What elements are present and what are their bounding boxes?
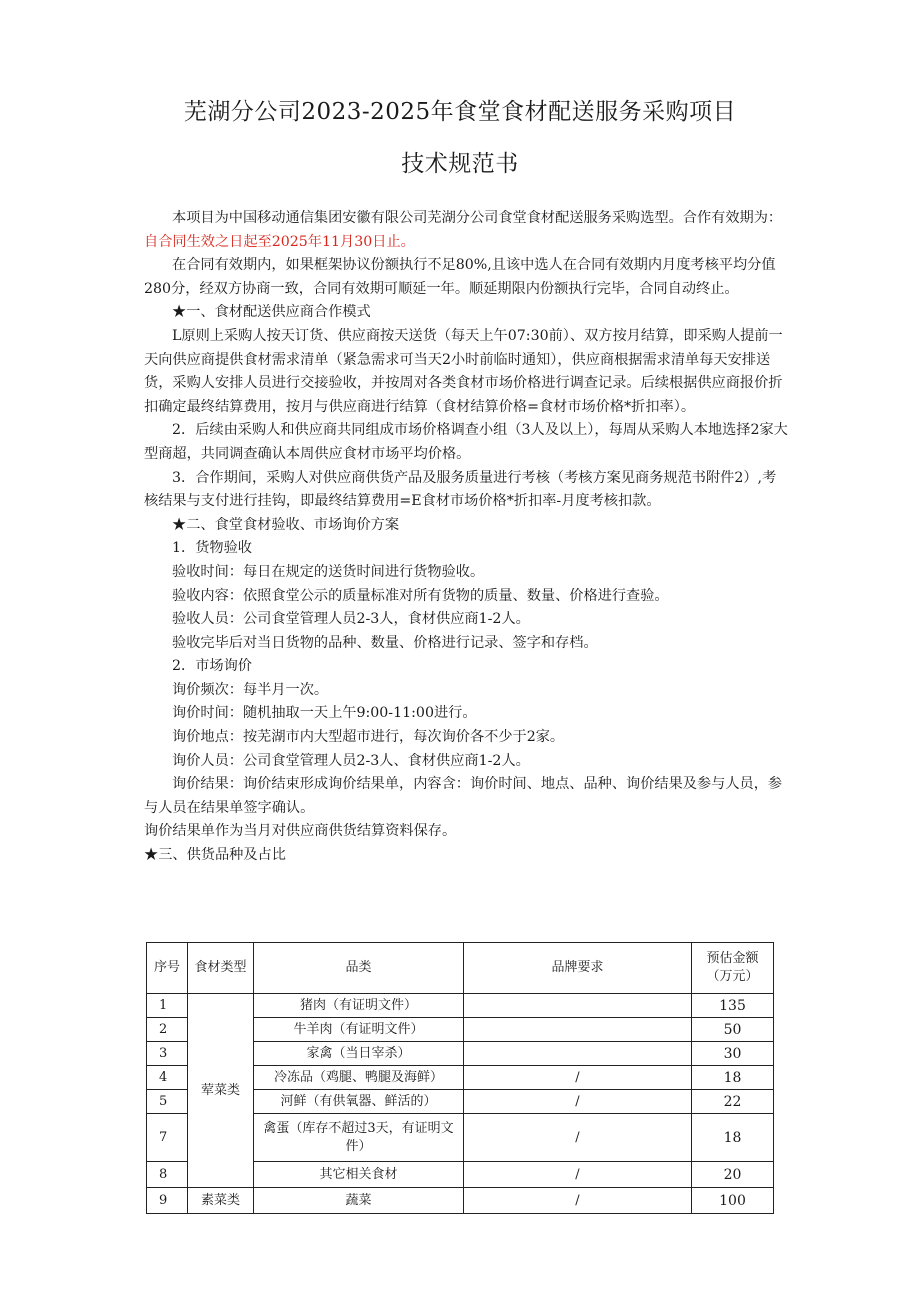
row-amount: 20	[692, 1162, 774, 1188]
section-1-item-1: L原则上采购人按天订货、供应商按天送货（每天上午07:30前）、双方按月结算，即采购人提前一天向供应商提供食材需求清单（紧急需求可当天2小时前临时通知），供应商根据需求清单每天安排送货，采购人安排人员进行交接验收，并按周对各类食材市场价格进行调查记录。后续根据供应商报价折扣确定最终结算费用，按月与供应商进行结算（食材结算价格=食材市场价格*折扣率）。	[144, 327, 783, 415]
row-item: 猪肉（有证明文件）	[254, 994, 464, 1018]
food-type-meat: 荤菜类	[188, 994, 254, 1188]
inquiry-staff: 询价人员：公司食堂管理人员2-3人、食材供应商1-2人。	[172, 752, 530, 769]
inquiry-keep: 询价结果单作为当月对供应商供货结算资料保存。	[144, 823, 457, 840]
row-no: 1	[147, 994, 188, 1018]
row-no: 8	[147, 1162, 188, 1188]
table-row	[147, 994, 774, 1018]
header-item: 品类	[254, 943, 464, 994]
row-brand	[464, 1042, 692, 1066]
row-amount: 135	[692, 994, 774, 1018]
section-2-sub-1: 1．货物验收	[172, 540, 252, 557]
row-brand: /	[464, 1090, 692, 1114]
row-item: 家禽（当日宰杀）	[254, 1042, 464, 1066]
row-amount: 18	[692, 1066, 774, 1090]
section-1-heading: ★一、食材配送供应商合作模式	[172, 304, 371, 321]
row-brand: /	[464, 1162, 692, 1188]
row-item: 牛羊肉（有证明文件）	[254, 1018, 464, 1042]
section-2-heading: ★二、食堂食材验收、市场询价方案	[172, 516, 400, 533]
row-no: 9	[147, 1188, 188, 1214]
row-item: 其它相关食材	[254, 1162, 464, 1188]
section-3-heading: ★三、供货品种及占比	[144, 847, 286, 864]
acceptance-time: 验收时间：每日在规定的送货时间进行货物验收。	[172, 563, 485, 580]
header-no: 序号	[147, 943, 188, 994]
row-amount: 30	[692, 1042, 774, 1066]
intro-paragraph-2: 在合同有效期内，如果框架协议份额执行不足80%,且该中选人在合同有效期内月度考核平均分值280分，经双方协商一致，合同有效期可顺延一年。顺延期限内份额执行完毕，合同自动终止。	[144, 257, 776, 297]
row-brand	[464, 994, 692, 1018]
header-type: 食材类型	[188, 943, 254, 994]
row-no: 4	[147, 1066, 188, 1090]
intro-text: 本项目为中国移动通信集团安徽有限公司芜湖分公司食堂食材配送服务采购选型。合作有效期为：	[172, 210, 783, 226]
row-no: 5	[147, 1090, 188, 1114]
row-brand: /	[464, 1188, 692, 1214]
row-brand: /	[464, 1066, 692, 1090]
document-subtitle: 技术规范书	[401, 151, 519, 177]
document-title: 芜湖分公司2023-2025年食堂食材配送服务采购项目	[183, 99, 737, 125]
supply-table	[146, 942, 774, 1214]
row-item: 冷冻品（鸡腿、鸭腿及海鲜）	[254, 1066, 464, 1090]
food-type-veg: 素菜类	[188, 1188, 254, 1214]
row-brand: /	[464, 1114, 692, 1162]
section-2-sub-2: 2．市场询价	[172, 658, 252, 675]
row-item: 禽蛋（库存不超过3天，有证明文件）	[254, 1114, 464, 1162]
intro-paragraph-1	[144, 207, 790, 254]
inquiry-result: 询价结果：询价结束形成询价结果单，内容含：询价时间、地点、品种、询价结果及参与人员，参与人员在结果单签字确认。	[144, 776, 783, 816]
table-row	[147, 1188, 774, 1214]
section-1-item-2: 2．后续由采购人和供应商共同组成市场价格调查小组（3人及以上），每周从采购人本地选择2家大型商超，共同调查确认本周供应食材市场平均价格。	[144, 422, 788, 462]
inquiry-time: 询价时间：随机抽取一天上午9:00-11:00进行。	[172, 705, 477, 722]
acceptance-staff: 验收人员：公司食堂管理人员2-3人，食材供应商1-2人。	[172, 611, 530, 628]
section-1-item-3: 3．合作期间，采购人对供应商供货产品及服务质量进行考核（考核方案见商务规范书附件2）,考核结果与支付进行挂钩，即最终结算费用=E食材市场价格*折扣率-月度考核扣款。	[144, 469, 777, 510]
row-amount: 50	[692, 1018, 774, 1042]
inquiry-place: 询价地点：按芜湖市内大型超市进行，每次询价各不少于2家。	[172, 729, 565, 746]
row-item: 蔬菜	[254, 1188, 464, 1214]
document-body	[144, 207, 790, 868]
acceptance-record: 验收完毕后对当日货物的品种、数量、价格进行记录、签字和存档。	[172, 634, 598, 651]
contract-period-highlight: 自合同生效之日起至2025年11月30日止。	[144, 233, 415, 250]
row-amount: 22	[692, 1090, 774, 1114]
row-no: 2	[147, 1018, 188, 1042]
row-amount: 100	[692, 1188, 774, 1214]
acceptance-content: 验收内容：依照食堂公示的质量标准对所有货物的质量、数量、价格进行查验。	[172, 587, 669, 604]
row-brand	[464, 1018, 692, 1042]
row-no: 3	[147, 1042, 188, 1066]
inquiry-frequency: 询价频次：每半月一次。	[172, 681, 329, 698]
row-item: 河鲜（有供氧器、鲜活的）	[254, 1090, 464, 1114]
row-no: 7	[147, 1114, 188, 1162]
table-header-row	[147, 943, 774, 994]
row-amount: 18	[692, 1114, 774, 1162]
header-brand: 品牌要求	[464, 943, 692, 994]
header-amount: 预估金额（万元）	[692, 943, 774, 994]
